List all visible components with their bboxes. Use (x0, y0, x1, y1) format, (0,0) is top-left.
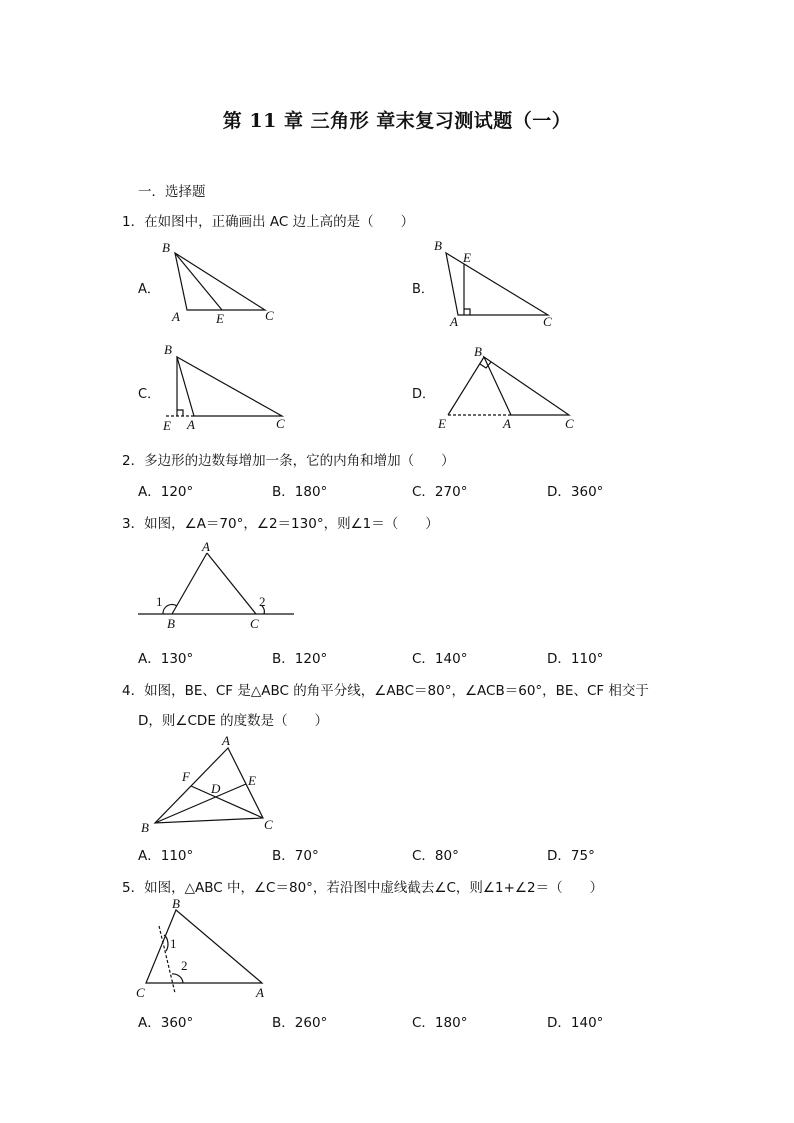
label-d: D (211, 781, 221, 796)
q5-option-d: D．140° (547, 1015, 604, 1031)
label-angle-2: 2 (181, 958, 188, 973)
label-angle-1: 1 (156, 594, 163, 609)
label-f: F (182, 769, 190, 784)
question-1-stem: 1．在如图中，正确画出 AC 边上高的是（ ） (122, 214, 415, 230)
q1-option-b-label: B． (412, 282, 434, 297)
label-c: C (276, 416, 285, 431)
q2-option-d: D．360° (547, 484, 604, 500)
q4-option-b: B．70° (272, 848, 319, 864)
label-b: B (141, 820, 149, 835)
page-title: 第 11 章 三角形 章末复习测试题（一） (222, 110, 572, 132)
label-a: A (187, 417, 195, 432)
q1-option-d-label: D． (412, 387, 436, 402)
angle-2-arc (172, 974, 183, 983)
label-c: C (250, 616, 259, 631)
label-b: B (167, 616, 175, 631)
label-c: C (265, 308, 274, 323)
q2-option-b: B．180° (272, 484, 328, 500)
label-b: B (172, 896, 180, 911)
label-b: B (434, 238, 442, 253)
label-c: C (264, 817, 273, 832)
label-b: B (164, 342, 172, 357)
question-3-stem: 3．如图，∠A＝70°，∠2＝130°，则∠1＝（ ） (122, 516, 439, 532)
q5-option-a: A．360° (138, 1015, 194, 1031)
q2-option-a: A．120° (138, 484, 194, 500)
q4-option-c: C．80° (412, 848, 459, 864)
question-4-stem-line2: D，则∠CDE 的度数是（ ） (138, 713, 329, 729)
question-4-stem-line1: 4．如图，BE、CF 是△ABC 的角平分线，∠ABC＝80°，∠ACB＝60°，BE、CF 相交于 (122, 683, 649, 699)
label-a: A (172, 309, 180, 324)
label-e: E (216, 311, 224, 326)
q3-option-a: A．130° (138, 651, 194, 667)
q5-option-b: B．260° (272, 1015, 328, 1031)
label-c: C (136, 985, 145, 1000)
label-e: E (248, 773, 256, 788)
question-5-stem: 5．如图，△ABC 中，∠C＝80°，若沿图中虚线截去∠C，则∠1+∠2＝（ ） (122, 880, 604, 896)
q4-option-a: A．110° (138, 848, 194, 864)
label-c: C (543, 314, 552, 329)
label-e: E (463, 250, 471, 265)
label-e: E (438, 416, 446, 431)
label-a: A (202, 539, 210, 554)
label-a: A (450, 314, 458, 329)
label-b: B (162, 240, 170, 255)
q2-option-c: C．270° (412, 484, 468, 500)
q3-option-d: D．110° (547, 651, 604, 667)
label-angle-1: 1 (170, 936, 177, 951)
label-a: A (222, 733, 230, 748)
q3-option-c: C．140° (412, 651, 468, 667)
label-a: A (256, 985, 264, 1000)
q5-option-c: C．180° (412, 1015, 468, 1031)
q3-option-b: B．120° (272, 651, 328, 667)
label-e: E (163, 418, 171, 433)
label-c: C (565, 416, 574, 431)
label-a: A (503, 416, 511, 431)
q1-option-a-label: A． (138, 282, 160, 297)
section-header: 一．选择题 (138, 184, 206, 200)
label-angle-2: 2 (259, 594, 266, 609)
question-2-stem: 2．多边形的边数每增加一条，它的内角和增加（ ） (122, 453, 455, 469)
q4-option-d: D．75° (547, 848, 595, 864)
label-b: B (474, 344, 482, 359)
q1-option-c-label: C． (138, 387, 161, 402)
